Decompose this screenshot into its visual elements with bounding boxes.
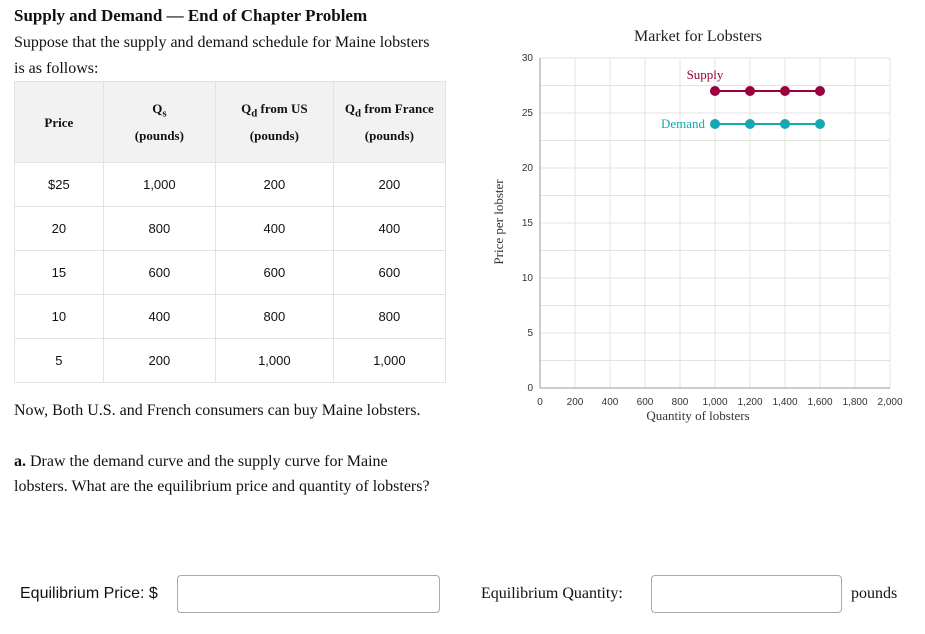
demand-point[interactable] bbox=[710, 119, 720, 129]
header-qs-unit: (pounds) bbox=[134, 127, 184, 143]
demand-point[interactable] bbox=[780, 119, 790, 129]
x-tick-label: 0 bbox=[537, 397, 543, 408]
y-tick-label: 25 bbox=[521, 108, 533, 119]
part-a-question bbox=[14, 449, 444, 499]
header-price-label: Price bbox=[44, 114, 74, 130]
supply-point[interactable] bbox=[745, 86, 755, 96]
x-tick-label: 200 bbox=[566, 397, 584, 408]
cell-qd-france: 1,000 bbox=[333, 339, 445, 383]
cell-price: 15 bbox=[15, 251, 104, 295]
demand-point[interactable] bbox=[815, 119, 825, 129]
x-tick-label: 800 bbox=[671, 397, 689, 408]
supply-point[interactable] bbox=[780, 86, 790, 96]
x-tick-label: 2,000 bbox=[877, 397, 903, 408]
chart-series[interactable] bbox=[661, 67, 825, 131]
y-tick-label: 0 bbox=[527, 383, 533, 394]
header-qd-fr-rest: from France (pounds) bbox=[361, 101, 434, 143]
cell-qd-france: 200 bbox=[333, 163, 445, 207]
supply-point[interactable] bbox=[815, 86, 825, 96]
equilibrium-quantity-label: Equilibrium Quantity: bbox=[481, 585, 623, 602]
header-qd-us bbox=[216, 82, 334, 163]
equilibrium-quantity-input[interactable] bbox=[651, 575, 842, 613]
x-tick-label: 1,400 bbox=[772, 397, 798, 408]
cell-qd-us: 200 bbox=[216, 163, 334, 207]
equilibrium-price-label: Equilibrium Price: $ bbox=[20, 585, 158, 602]
chart-xlabel: Quantity of lobsters bbox=[646, 408, 750, 423]
cell-qs: 200 bbox=[103, 339, 215, 383]
y-tick-label: 10 bbox=[521, 273, 533, 284]
table-row bbox=[15, 339, 446, 383]
y-tick-label: 20 bbox=[521, 163, 533, 174]
header-qd-us-label: Q bbox=[241, 101, 252, 117]
table-row bbox=[15, 295, 446, 339]
demand-point[interactable] bbox=[745, 119, 755, 129]
table-header-row bbox=[15, 82, 446, 163]
demand-label: Demand bbox=[660, 116, 705, 131]
table-row bbox=[15, 207, 446, 251]
header-qd-us-sub: d bbox=[251, 107, 258, 120]
part-a-label: a. bbox=[14, 453, 26, 470]
cell-qs: 400 bbox=[103, 295, 215, 339]
x-tick-label: 1,200 bbox=[737, 397, 763, 408]
chart-grid bbox=[540, 58, 890, 388]
header-qs bbox=[103, 82, 215, 163]
market-chart[interactable] bbox=[470, 0, 920, 440]
cell-qd-us: 600 bbox=[216, 251, 334, 295]
problem-title: Supply and Demand — End of Chapter Problem bbox=[14, 6, 368, 25]
cell-price: 5 bbox=[15, 339, 104, 383]
x-tick-label: 1,800 bbox=[842, 397, 868, 408]
y-tick-label: 5 bbox=[527, 328, 533, 339]
cell-qs: 600 bbox=[103, 251, 215, 295]
supply-point[interactable] bbox=[710, 86, 720, 96]
schedule-table bbox=[14, 81, 446, 383]
chart-ticks bbox=[522, 53, 903, 408]
cell-qd-france: 600 bbox=[333, 251, 445, 295]
part-a-text: Draw the demand curve and the supply curve for Maine lobsters. What are the equilibrium price and quantity of lobsters? bbox=[14, 453, 430, 495]
header-qs-label: Q bbox=[152, 101, 163, 117]
header-qd-france bbox=[333, 82, 445, 163]
header-price bbox=[15, 82, 104, 163]
problem-intro: Suppose that the supply and demand schedule for Maine lobsters is as follows: bbox=[14, 34, 430, 77]
x-tick-label: 400 bbox=[601, 397, 619, 408]
y-tick-label: 30 bbox=[521, 53, 533, 64]
chart-title: Market for Lobsters bbox=[634, 28, 762, 45]
cell-qd-us: 800 bbox=[216, 295, 334, 339]
header-qs-sub: s bbox=[162, 107, 167, 120]
x-tick-label: 1,000 bbox=[702, 397, 728, 408]
y-tick-label: 15 bbox=[521, 218, 533, 229]
x-tick-label: 1,600 bbox=[807, 397, 833, 408]
cell-qd-france: 800 bbox=[333, 295, 445, 339]
cell-qs: 800 bbox=[103, 207, 215, 251]
cell-qd-france: 400 bbox=[333, 207, 445, 251]
header-qd-us-rest: from US (pounds) bbox=[249, 101, 308, 143]
cell-price: 10 bbox=[15, 295, 104, 339]
header-qd-fr-sub: d bbox=[355, 107, 362, 120]
header-qd-fr-label: Q bbox=[344, 101, 356, 117]
cell-price: 20 bbox=[15, 207, 104, 251]
problem-now-text: Now, Both U.S. and French consumers can buy Maine lobsters. bbox=[14, 402, 421, 419]
cell-qd-us: 400 bbox=[216, 207, 334, 251]
equilibrium-price-input[interactable] bbox=[177, 575, 440, 613]
cell-qd-us: 1,000 bbox=[216, 339, 334, 383]
table-row bbox=[15, 251, 446, 295]
chart-ylabel: Price per lobster bbox=[491, 179, 506, 265]
table-row bbox=[15, 163, 446, 207]
cell-qs: 1,000 bbox=[103, 163, 215, 207]
quantity-unit-label: pounds bbox=[851, 585, 898, 602]
cell-price: $25 bbox=[15, 163, 104, 207]
x-tick-label: 600 bbox=[636, 397, 654, 408]
supply-label: Supply bbox=[686, 67, 724, 82]
